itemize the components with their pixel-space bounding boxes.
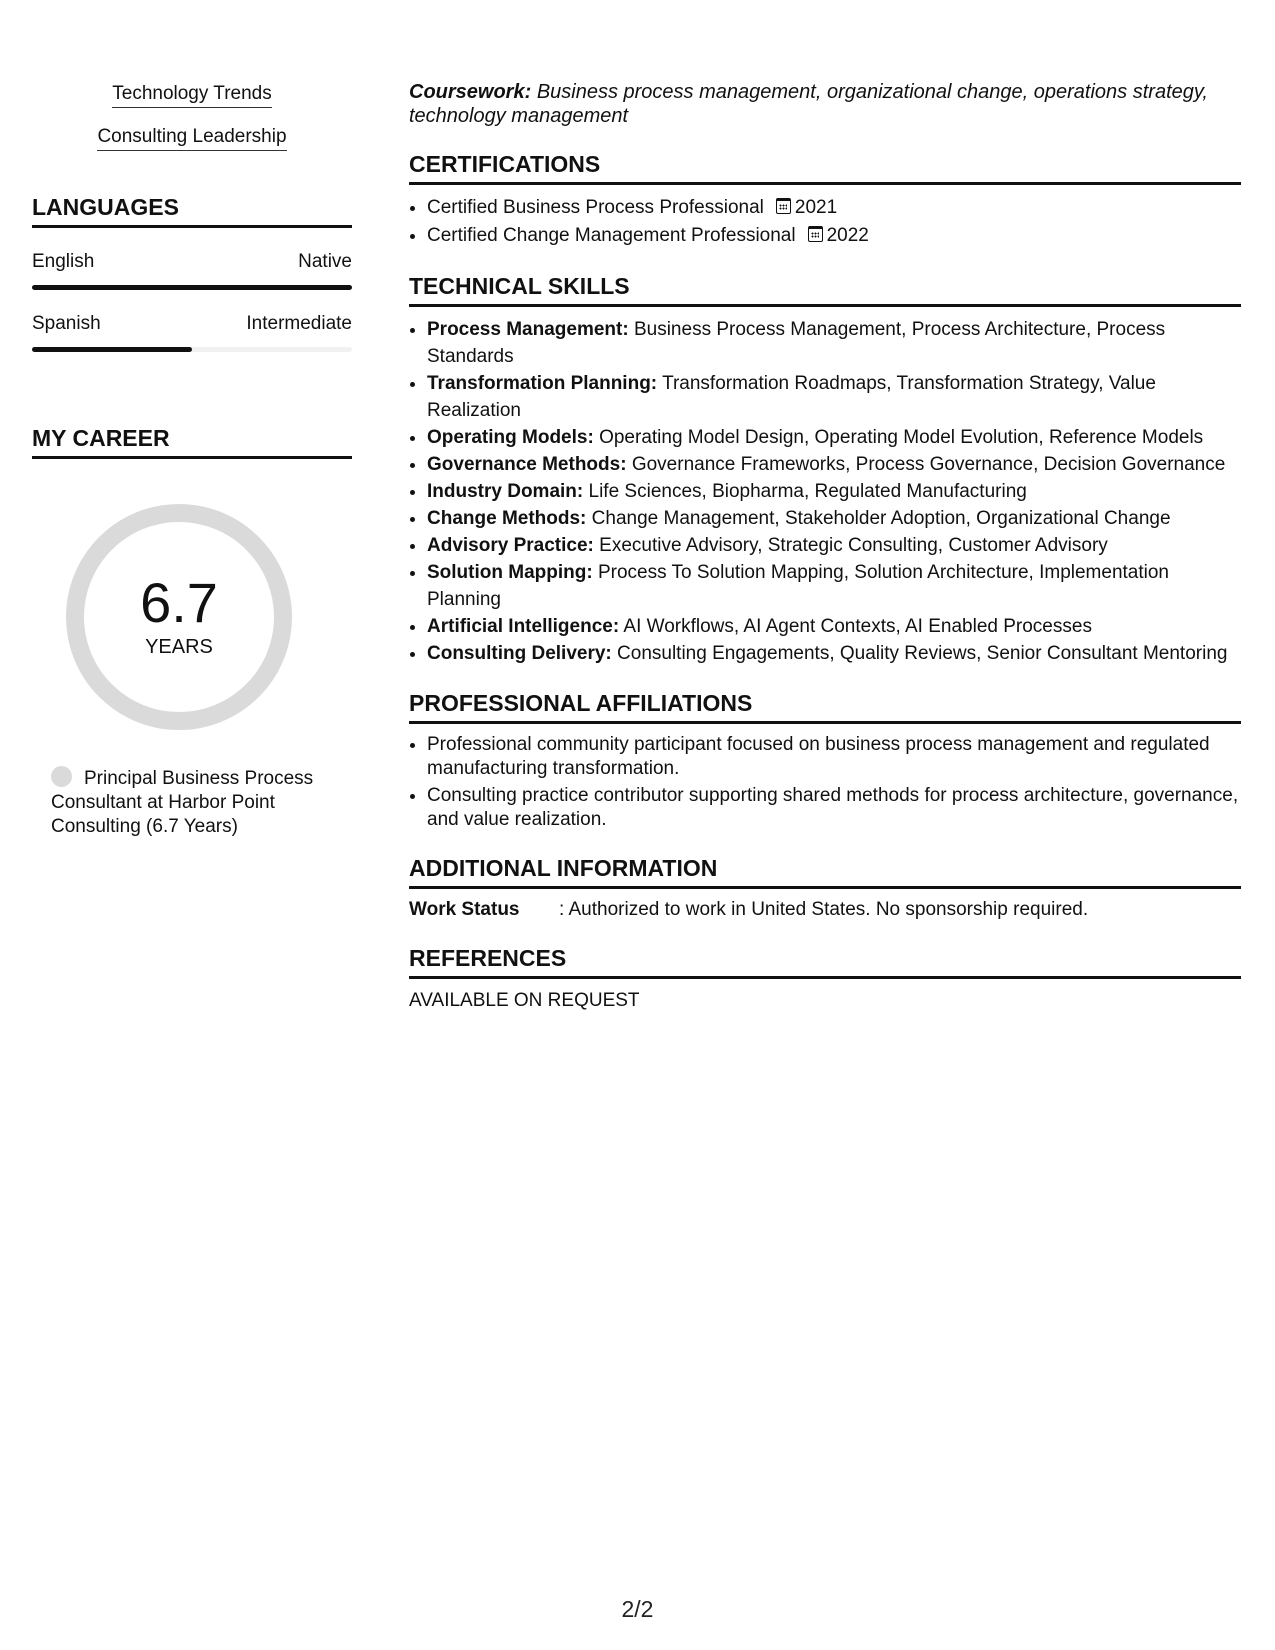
language-name: Spanish	[32, 313, 101, 334]
interest-label: Consulting Leadership	[97, 125, 286, 151]
language-level: Native	[298, 251, 352, 272]
skill-label: Process Management:	[427, 319, 629, 340]
language-name: English	[32, 251, 95, 272]
language-proficiency-fill	[32, 347, 192, 352]
career-item-text: Principal Business Process Consultant at Harbor Point Consulting (6.7 Years)	[51, 768, 314, 837]
certification-name: Certified Change Management Professional	[427, 225, 796, 246]
skill-value: Business Process Management, Process Architecture, Process Standards	[427, 319, 1166, 367]
skill-item	[427, 505, 1241, 532]
career-item	[51, 766, 331, 839]
skill-item	[427, 370, 1241, 424]
skills-list	[409, 316, 1241, 667]
coursework-label: Coursework:	[409, 81, 532, 103]
skill-value: Executive Advisory, Strategic Consulting, Customer Advisory	[599, 535, 1108, 556]
technical-skills-heading: TECHNICAL SKILLS	[409, 272, 1241, 307]
additional-info-heading: ADDITIONAL INFORMATION	[409, 854, 1241, 889]
references-text: AVAILABLE ON REQUEST	[409, 990, 640, 1011]
career-years-unit: YEARS	[145, 636, 213, 658]
skill-item	[427, 451, 1241, 478]
calendar-icon	[776, 198, 791, 214]
work-status-row	[409, 898, 1241, 922]
skill-value: Consulting Engagements, Quality Reviews, Senior Consultant Mentoring	[617, 643, 1228, 664]
skill-label: Industry Domain:	[427, 481, 584, 502]
skill-value: Change Management, Stakeholder Adoption, Organizational Change	[591, 508, 1171, 529]
skill-value: AI Workflows, AI Agent Contexts, AI Enabled Processes	[623, 616, 1092, 637]
work-status-label: Work Status	[409, 899, 520, 920]
skill-label: Consulting Delivery:	[427, 643, 612, 664]
skill-label: Solution Mapping:	[427, 562, 593, 583]
skill-label: Operating Models:	[427, 427, 594, 448]
skill-label: Artificial Intelligence:	[427, 616, 620, 637]
skill-label: Governance Methods:	[427, 454, 627, 475]
skill-label: Change Methods:	[427, 508, 587, 529]
language-proficiency-fill	[32, 285, 352, 290]
skill-value: Process To Solution Mapping, Solution Architecture, Implementation Planning	[427, 562, 1169, 610]
affiliations-heading: PROFESSIONAL AFFILIATIONS	[409, 689, 1241, 724]
language-level: Intermediate	[246, 313, 352, 334]
certification-year: 2021	[794, 197, 838, 218]
skill-item	[427, 478, 1241, 505]
skill-value: Life Sciences, Biopharma, Regulated Manufacturing	[588, 481, 1027, 502]
interest-item	[32, 82, 352, 108]
skill-value: Governance Frameworks, Process Governance, Decision Governance	[631, 454, 1226, 475]
references-heading: REFERENCES	[409, 944, 1241, 979]
skill-item	[427, 640, 1241, 667]
skill-item	[427, 613, 1241, 640]
work-status-value: : Authorized to work in United States. No sponsorship required.	[559, 899, 1089, 920]
certification-year: 2022	[826, 225, 869, 246]
certifications-heading: CERTIFICATIONS	[409, 150, 1241, 185]
career-years-donut	[66, 504, 292, 730]
certifications-list	[409, 194, 1241, 250]
certification-item	[427, 222, 1241, 250]
main-content	[409, 80, 1241, 1013]
certification-item	[427, 194, 1241, 222]
affiliation-item: • Consulting practice contributor supporting shared methods for process architecture, governance, and value realization.	[427, 784, 1241, 832]
career-years-value: 6.7	[140, 571, 218, 634]
language-proficiency-bar	[32, 285, 352, 290]
career-legend-dot	[51, 766, 72, 787]
skill-label: Advisory Practice:	[427, 535, 594, 556]
sidebar	[32, 82, 352, 839]
page-number: 2/2	[621, 1596, 654, 1622]
skill-label: Transformation Planning:	[427, 373, 658, 394]
language-row	[32, 250, 352, 274]
coursework	[409, 80, 1241, 128]
skill-item	[427, 424, 1241, 451]
interest-item	[32, 125, 352, 151]
affiliations-list	[409, 733, 1241, 832]
interest-label: Technology Trends	[112, 82, 272, 108]
calendar-icon	[808, 226, 823, 242]
certification-name: Certified Business Process Professional	[427, 197, 764, 218]
career-heading: MY CAREER	[32, 424, 352, 459]
language-proficiency-bar	[32, 347, 352, 352]
skill-item	[427, 559, 1241, 613]
skill-value: Transformation Roadmaps, Transformation Strategy, Value Realization	[427, 373, 1156, 421]
skill-item	[427, 316, 1241, 370]
coursework-text: Business process management, organizational change, operations strategy, technology management	[409, 81, 1208, 127]
skill-item	[427, 532, 1241, 559]
skill-value: Operating Model Design, Operating Model Evolution, Reference Models	[599, 427, 1204, 448]
language-row	[32, 312, 352, 336]
languages-heading: LANGUAGES	[32, 193, 352, 228]
affiliation-item: • Professional community participant focused on business process management and regulated manufacturing transformation.	[427, 733, 1241, 781]
